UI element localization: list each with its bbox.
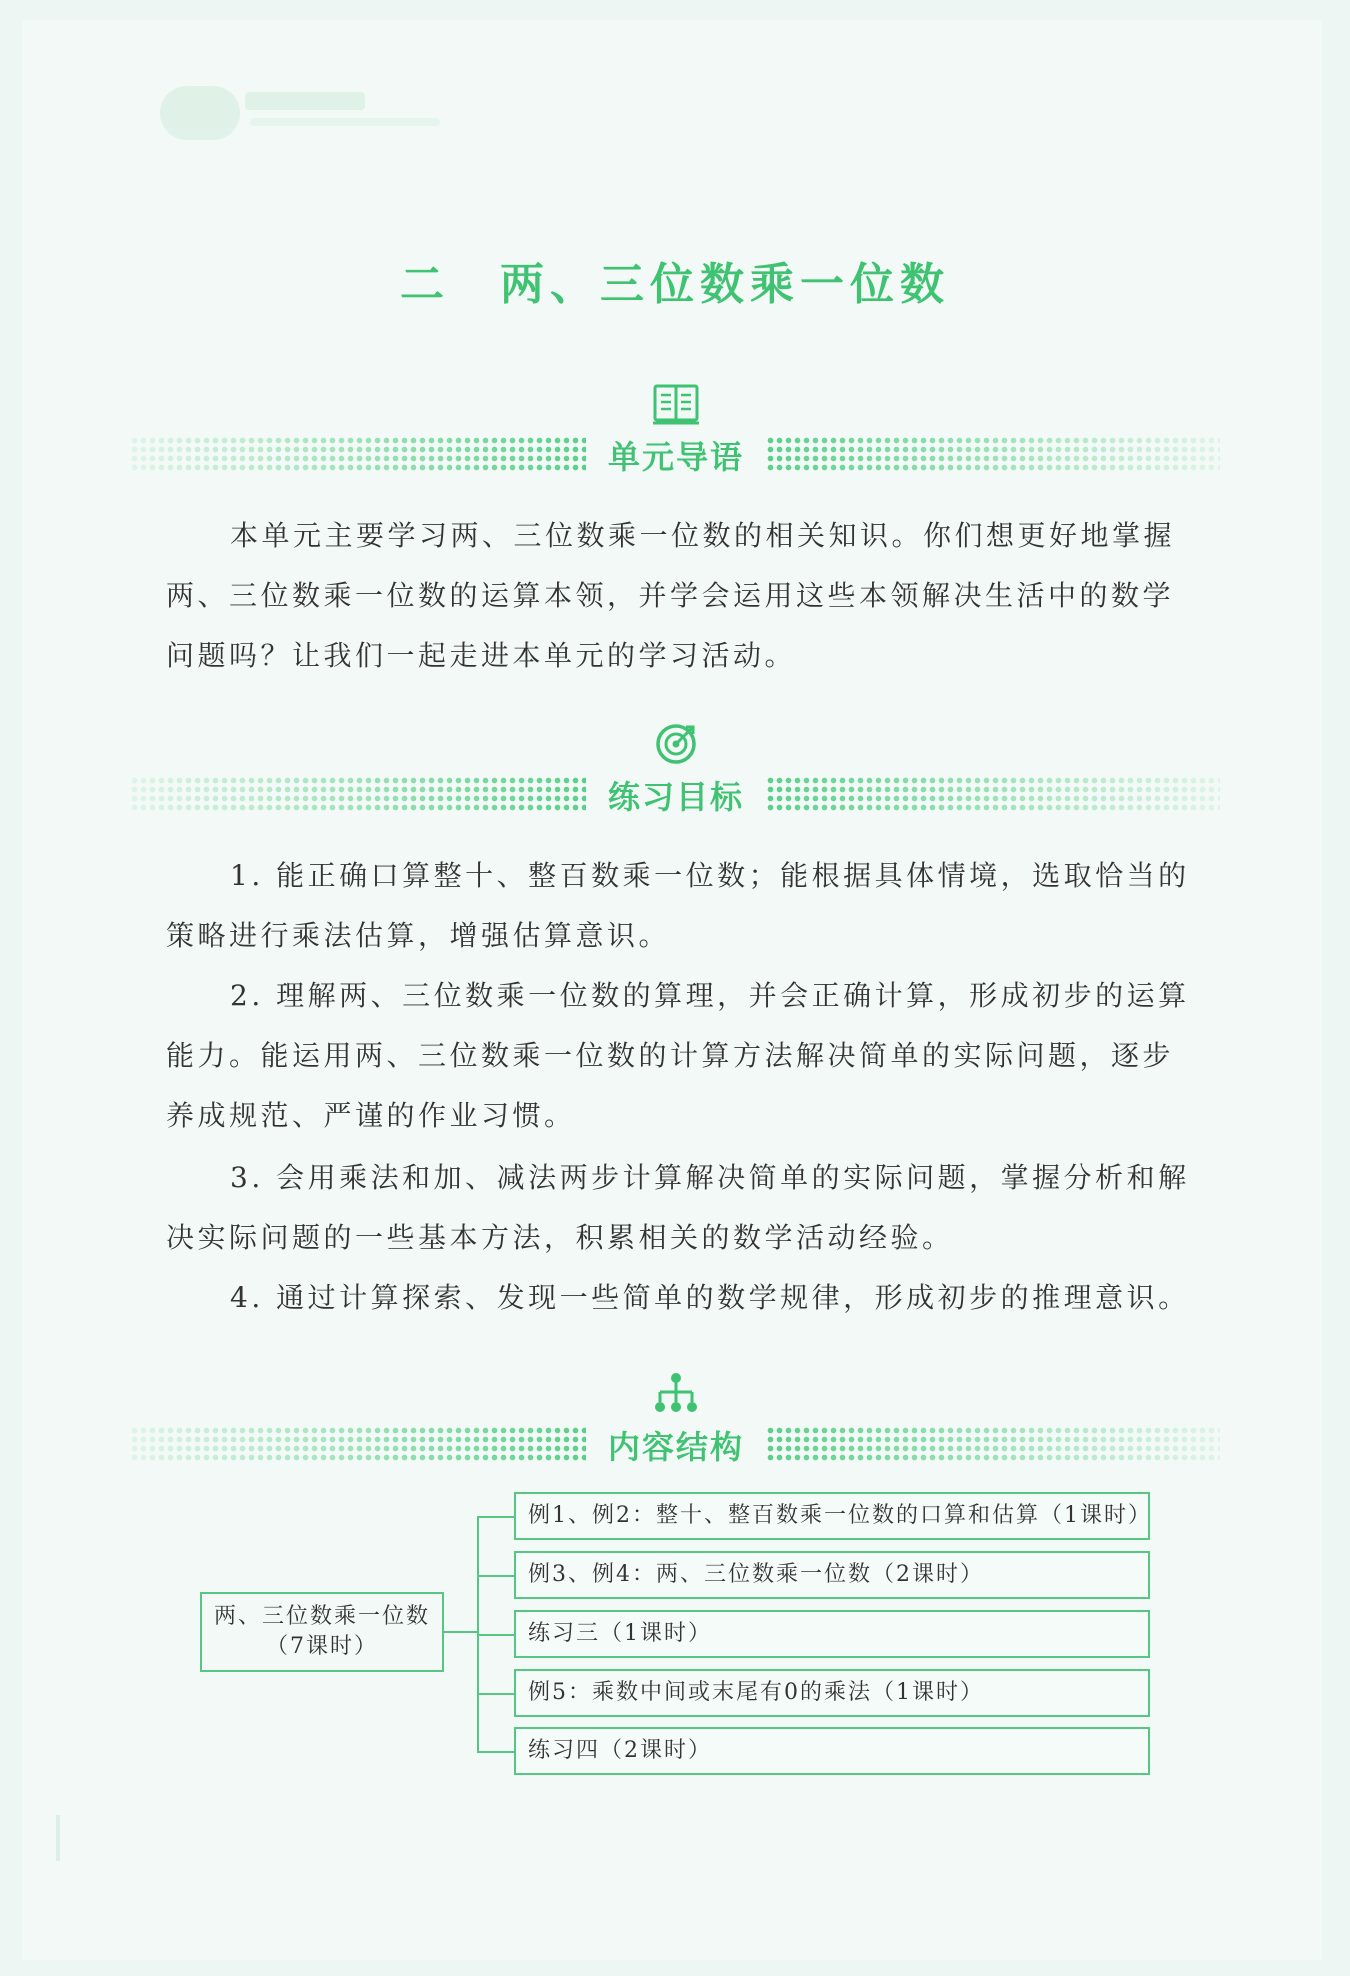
open-book-icon — [652, 382, 700, 426]
section-header-structure — [130, 1372, 1220, 1482]
section-heading-structure: 内容结构 — [607, 1428, 744, 1466]
hierarchy-icon — [652, 1372, 700, 1416]
dot-pattern-left — [130, 776, 586, 812]
structure-root-title: 两、三位数乘一位数 — [213, 1604, 430, 1629]
structure-child-4: 例5：乘数中间或末尾有0的乘法（1课时） — [514, 1669, 1150, 1717]
section-heading-goals: 练习目标 — [607, 778, 744, 816]
dot-pattern-right — [766, 776, 1220, 812]
chapter-title: 二 两、三位数乘一位数 — [400, 259, 950, 310]
connector-branch — [477, 1751, 514, 1753]
target-icon — [652, 722, 700, 766]
dot-pattern-right — [766, 436, 1220, 472]
connector-branch — [477, 1693, 514, 1695]
connector-branch — [477, 1575, 514, 1577]
dot-pattern-left — [130, 1426, 586, 1462]
goal-item-1: 1. 能正确口算整十、整百数乘一位数；能根据具体情境，选取恰当的策略进行乘法估算，增强估算意识。 — [166, 859, 1190, 952]
section-heading-intro: 单元导语 — [607, 438, 744, 476]
connector-branch — [477, 1516, 514, 1518]
intro-paragraph: 本单元主要学习两、三位数乘一位数的相关知识。你们想更好地掌握两、三位数乘一位数的运算本领，并学会运用这些本领解决生活中的数学问题吗？让我们一起走进本单元的学习活动。 — [166, 519, 1176, 672]
structure-child-1: 例1、例2：整十、整百数乘一位数的口算和估算（1课时） — [514, 1492, 1150, 1540]
structure-child-5: 练习四（2课时） — [514, 1727, 1150, 1775]
connector-branch — [477, 1634, 514, 1636]
section-header-goals — [130, 722, 1220, 832]
section-header-intro — [130, 382, 1220, 492]
faded-logo-watermark — [160, 78, 500, 148]
structure-root-box — [200, 1592, 444, 1672]
goal-item-3: 3. 会用乘法和加、减法两步计算解决简单的实际问题，掌握分析和解决实际问题的一些基本方法，积累相关的数学活动经验。 — [166, 1161, 1190, 1254]
structure-child-2: 例3、例4：两、三位数乘一位数（2课时） — [514, 1551, 1150, 1599]
goal-item-2: 2. 理解两、三位数乘一位数的算理，并会正确计算，形成初步的运算能力。能运用两、三位数乘一位数的计算方法解决简单的实际问题，逐步养成规范、严谨的作业习惯。 — [166, 979, 1190, 1132]
structure-root-hours: （7课时） — [266, 1634, 378, 1659]
connector-line — [444, 1631, 478, 1633]
dot-pattern-right — [766, 1426, 1220, 1462]
goal-item-4: 4. 通过计算探索、发现一些简单的数学规律，形成初步的推理意识。 — [230, 1281, 1190, 1314]
dot-pattern-left — [130, 436, 586, 472]
page-edge-mark — [56, 1815, 86, 1861]
structure-child-3: 练习三（1课时） — [514, 1610, 1150, 1658]
